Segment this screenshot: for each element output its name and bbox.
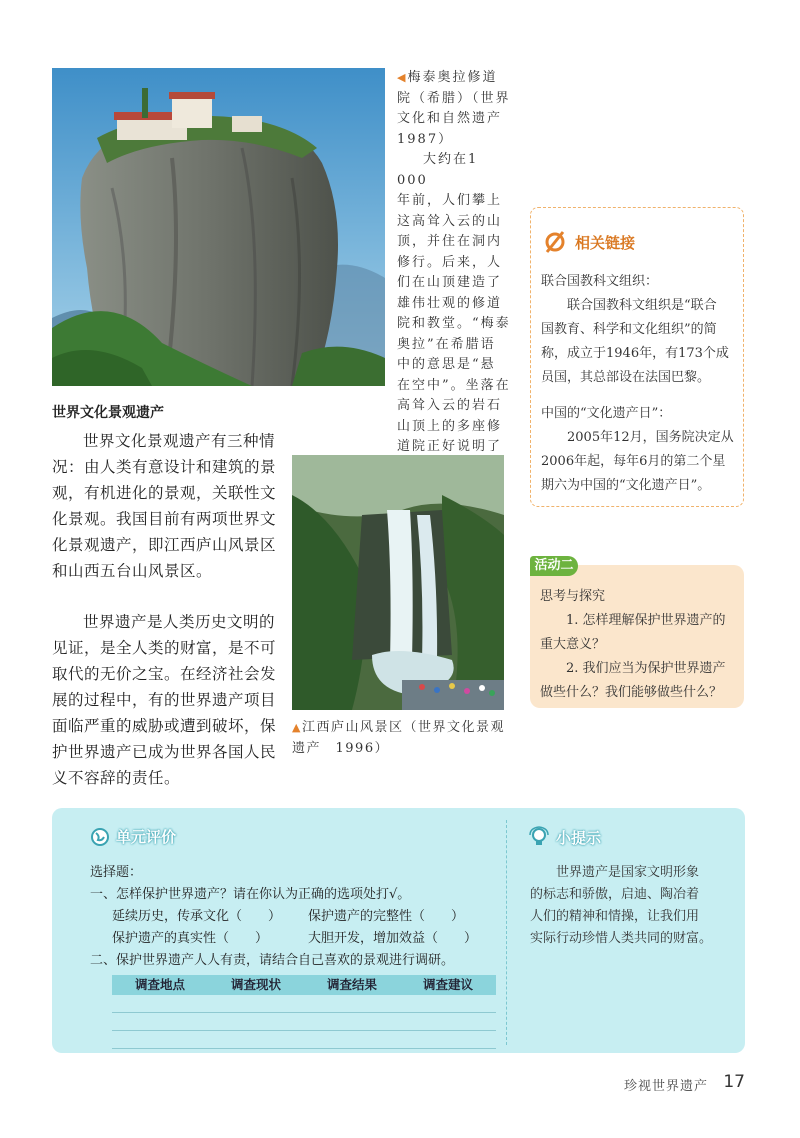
tip-content: 世界遗产是国家文明形象 的标志和骄傲，启迪、陶冶着 人们的精神和情操，让我们用 实际行动珍惜人类共同的财富。 xyxy=(530,865,713,946)
survey-table-row[interactable] xyxy=(112,995,496,1013)
survey-table-row[interactable] xyxy=(112,1031,496,1049)
meteora-monastery-photo xyxy=(52,68,385,386)
body-paragraph-2: 世界遗产是人类历史文明的 见证，是全人类的财富，是不可 取代的无价之宝。在经济社会发 展的过程中，有的世界遗产项目 面临严重的威胁或遭到破坏，保 护世界遗产已成为世界各国人民 义不容辞的责任。 xyxy=(52,613,277,787)
lushan-caption: ▲江西庐山风景区（世界文化景观 遗产 1996） xyxy=(292,720,505,756)
globe-icon xyxy=(90,827,110,847)
evaluation-content: 选择题： 一、怎样保护世界遗产？请在你认为正确的选项处打√。 延续历史，传承文化（ ） 保护遗产的完整性（ ） 保护遗产的真实性（ ） 大胆开发，增加效益（ ） 二、保护世界遗产人人有责，请结合自己喜欢的景观进行调研。 xyxy=(90,865,478,968)
section-title: 世界文化景观遗产 xyxy=(52,405,164,421)
triangle-marker-icon: ▲ xyxy=(292,721,302,734)
lightbulb-icon xyxy=(528,826,550,848)
related-links-box xyxy=(530,207,744,507)
survey-table xyxy=(112,975,496,1049)
option-c[interactable]: 保护遗产的真实性（ ） xyxy=(112,931,269,946)
meteora-caption: ◀梅泰奥拉修道 院（希腊）（世界 文化和自然遗产 1987） 大约在1 000 年前，人们攀上 这高耸入云的山 顶，并住在洞内 修行。后来，人 们在山顶建造了 雄伟壮观的修道 院和教堂。“梅泰 奥拉”在希腊语 中的意思是“悬 在空中”。坐落在 高耸入云的岩石 山顶上的多座修 道院正好说明了 xyxy=(397,70,511,454)
lushan-waterfall-photo xyxy=(292,455,504,710)
footer-title: 珍视世界遗产 xyxy=(623,1079,708,1094)
page-number: 17 xyxy=(723,1072,745,1092)
option-b[interactable]: 保护遗产的完整性（ ） xyxy=(308,909,465,924)
triangle-marker-icon: ◀ xyxy=(397,71,408,84)
option-a[interactable]: 延续历史，传承文化（ ） xyxy=(112,909,282,924)
evaluation-header: 单元评价 xyxy=(90,826,176,847)
related-links-content: 联合国教科文组织： 联合国教科文组织是“联合 国教育、科学和文化组织”的简 称，成立于1946年，有173个成 员国，其总部设在法国巴黎。 中国的“文化遗产日”： 2005年12月，国务院决定从 2006年起，每年6月的第二个星 期六为中国的“文化遗产日”。 xyxy=(541,274,734,493)
tip-header: 小提示 xyxy=(528,826,601,848)
survey-table-header: 调查地点 调查现状 调查结果 调查建议 xyxy=(112,975,496,995)
survey-table-row[interactable] xyxy=(112,1013,496,1031)
body-paragraph-1: 世界文化景观遗产有三种情 况：由人类有意设计和建筑的景 观，有机进化的景观，关联性文 化景观。我国目前有两项世界文 化景观遗产，即江西庐山风景区 和山西五台山风景区。 xyxy=(52,432,277,580)
activity-tab: 活动二 xyxy=(530,556,578,576)
panel-divider xyxy=(506,820,507,1045)
related-links-header: 相关链接 xyxy=(543,230,635,254)
activity-content: 思考与探究 1. 怎样理解保护世界遗产的 重大意义？ 2. 我们应当为保护世界遗产 做些什么？我们能够做些什么？ xyxy=(540,589,726,700)
activity-box xyxy=(530,565,744,708)
link-icon xyxy=(543,230,567,254)
option-d[interactable]: 大胆开发，增加效益（ ） xyxy=(308,931,478,946)
